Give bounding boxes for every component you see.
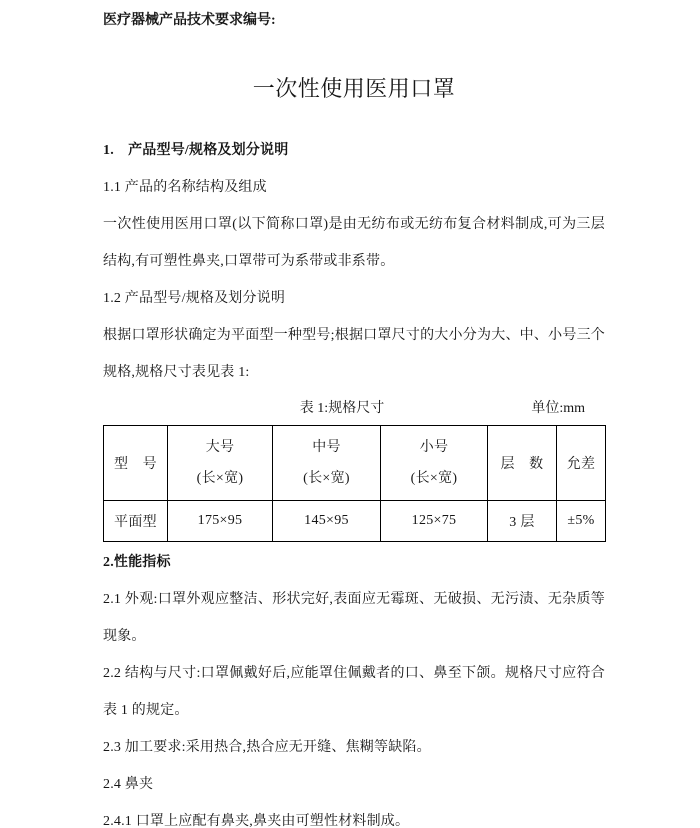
clause-2-1-text: 2.1 外观:口罩外观应整洁、形状完好,表面应无霉斑、无破损、无污渍、无杂质等现象。 [103,592,605,644]
clause-1-1-text: 一次性使用医用口罩(以下简称口罩)是由无纺布或无纺布复合材料制成,可为三层结构,有可塑性鼻夹,口罩带可为系带或非系带。 [103,217,605,269]
header-cell-model: 型 号 [104,426,168,501]
spec-table [103,425,606,542]
table-caption-row [103,393,605,425]
cell-layers-value: 3 层 [488,501,557,542]
cell-large-value: 175×95 [168,501,273,542]
header-cell-large [168,426,273,501]
header-small-sub: (长×宽) [410,471,458,486]
clause-1-2-text: 根据口罩形状确定为平面型一种型号;根据口罩尺寸的大小分为大、中、小号三个规格,规格尺寸表见表 1: [103,328,605,380]
section-2-heading: 2.性能指标 [103,555,171,570]
table-unit-label: 单位:mm [531,401,585,416]
header-medium-title: 中号 [312,440,341,455]
header-cell-small [381,426,488,501]
clause-1-1-label: 1.1 产品的名称结构及组成 [103,180,267,195]
header-large-sub: (长×宽) [196,471,244,486]
clause-2-4-label: 2.4 鼻夹 [103,777,154,792]
spec-table-header-row [104,426,606,501]
cell-model-value: 平面型 [104,501,168,542]
clause-2-2-text: 2.2 结构与尺寸:口罩佩戴好后,应能罩住佩戴者的口、鼻至下颌。规格尺寸应符合表 1 的规定。 [103,666,605,718]
section-1-heading: 1. 产品型号/规格及划分说明 [103,143,289,158]
section-2 [103,544,605,828]
doc-number-label: 医疗器械产品技术要求编号: [103,13,276,28]
spec-table-data-row [104,501,606,542]
cell-tolerance-value: ±5% [557,501,606,542]
table-caption: 表 1:规格尺寸 [299,401,385,416]
cell-small-value: 125×75 [381,501,488,542]
header-cell-layers: 层 数 [488,426,557,501]
cell-medium-value: 145×95 [273,501,381,542]
header-medium-sub: (长×宽) [303,471,350,486]
clause-1-2-label: 1.2 产品型号/规格及划分说明 [103,291,286,306]
document-title: 一次性使用医用口罩 [252,76,456,101]
header-cell-tolerance: 允差 [557,426,606,501]
clause-2-3-text: 2.3 加工要求:采用热合,热合应无开缝、焦糊等缺陷。 [103,740,431,755]
clause-2-4-1-text: 2.4.1 口罩上应配有鼻夹,鼻夹由可塑性材料制成。 [103,814,410,828]
header-large-title: 大号 [205,440,235,455]
header-small-title: 小号 [419,440,449,455]
section-1 [103,132,605,391]
header-cell-medium [273,426,381,501]
